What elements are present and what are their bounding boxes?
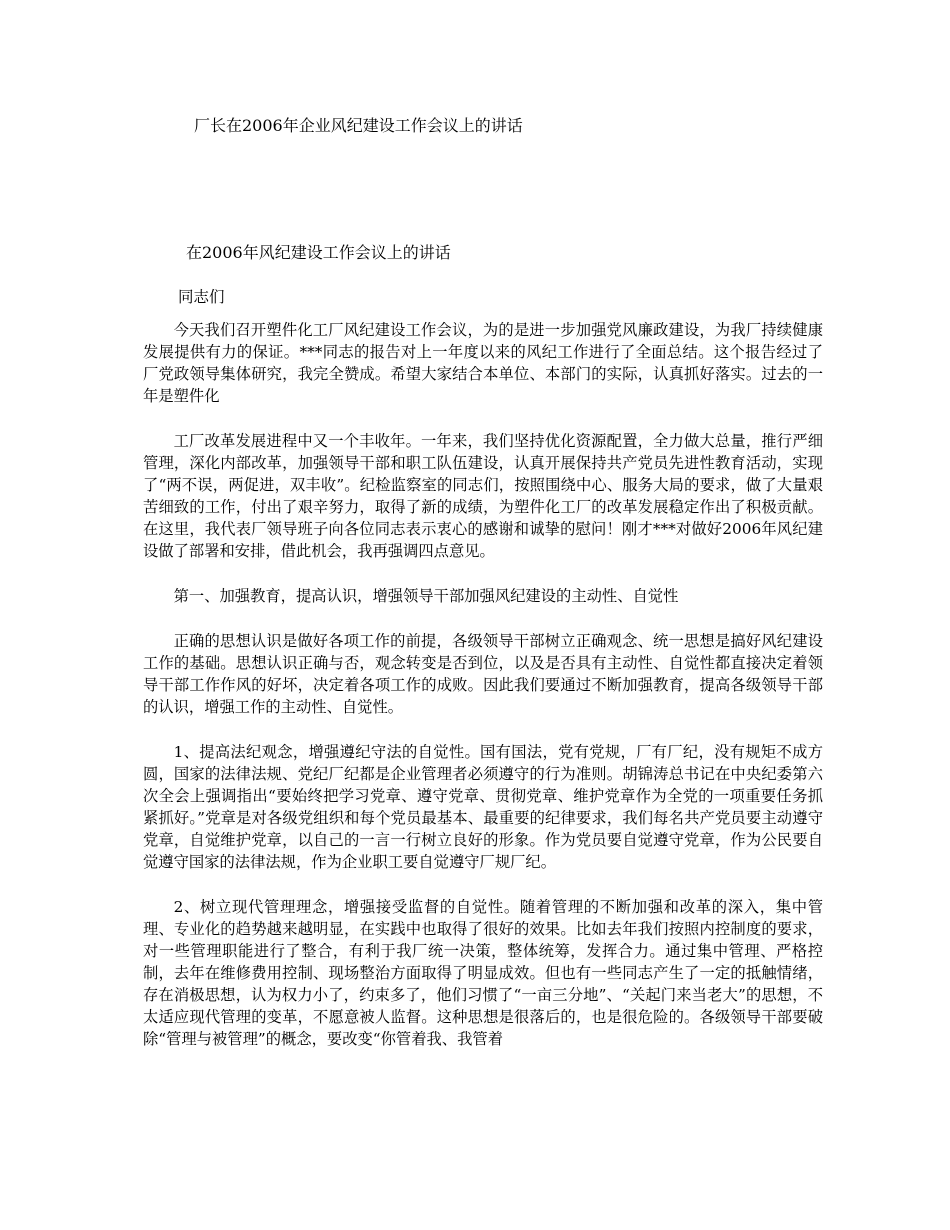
paragraph-awareness: 正确的思想认识是做好各项工作的前提，各级领导干部树立正确观念、统一思想是搞好风纪建设工作的基础。思想认识正确与否，观念转变是否到位，以及是否具有主动性、自觉性都直接决定着领导干部工作作风的好坏，决定着各项工作的成败。因此我们要通过不断加强教育，提高各级领导干部的认识，增强工作的主动性、自觉性。 [143, 632, 823, 716]
paragraph-review: 工厂改革发展进程中又一个丰收年。一年来，我们坚持优化资源配置，全力做大总量，推行严细管理，深化内部改革，加强领导干部和职工队伍建设，认真开展保持共产党员先进性教育活动，实现了“两不误，两促进，双丰收”。纪检监察室的同志们，按照围绕中心、服务大局的要求，做了大量艰苦细致的工作，付出了艰辛努力，取得了新的成绩，为塑件化工厂的改革发展稳定作出了积极贡献。在这里，我代表厂领导班子向各位同志表示衷心的感谢和诚挚的慰问！刚才***对做好2006年风纪建设做了部署和安排，借此机会，我再强调四点意见。 [143, 432, 823, 560]
paragraph-point-1: 1、提高法纪观念，增强遵纪守法的自觉性。国有国法，党有党规，厂有厂纪，没有规矩不成方圆，国家的法律法规、党纪厂纪都是企业管理者必须遵守的行为准则。胡锦涛总书记在中央纪委第六次全会上强调指出“要始终把学习党章、遵守党章、贯彻党章、维护党章作为全党的一项重要任务抓紧抓好。”党章是对各级党组织和每个党员最基本、最重要的纪律要求，我们每名共产党员要主动遵守党章，自觉维护党章，以自己的一言一行树立良好的形象。作为党员要自觉遵守党章，作为公民要自觉遵守国家的法律法规，作为企业职工要自觉遵守厂规厂纪。 [143, 743, 823, 871]
speech-title: 在2006年风纪建设工作会议上的讲话 [186, 243, 451, 262]
salutation: 同志们 [178, 288, 225, 306]
section-heading-first: 第一、加强教育，提高认识，增强领导干部加强风纪建设的主动性、自觉性 [173, 587, 679, 605]
document-body [143, 319, 823, 1073]
document-title: 厂长在2006年企业风纪建设工作会议上的讲话 [194, 116, 523, 135]
paragraph-opening: 今天我们召开塑件化工厂风纪建设工作会议，为的是进一步加强党风廉政建设，为我厂持续健康发展提供有力的保证。***同志的报告对上一年度以来的风纪工作进行了全面总结。这个报告经过了厂党政领导集体研究，我完全赞成。希望大家结合本单位、本部门的实际，认真抓好落实。过去的一年是塑件化 [143, 321, 823, 405]
paragraph-point-2: 2、树立现代管理理念，增强接受监督的自觉性。随着管理的不断加强和改革的深入，集中管理、专业化的趋势越来越明显，在实践中也取得了很好的效果。比如去年我们按照内控制度的要求，对一些管理职能进行了整合，有利于我厂统一决策，整体统筹，发挥合力。通过集中管理、严格控制，去年在维修费用控制、现场整治方面取得了明显成效。但也有一些同志产生了一定的抵触情绪，存在消极思想，认为权力小了，约束多了，他们习惯了“一亩三分地”、“关起门来当老大”的思想，不太适应现代管理的变革，不愿意被人监督。这种思想是很落后的，也是很危险的。各级领导干部要破除“管理与被管理”的概念，要改变“你管着我、我管着 [143, 898, 823, 1048]
